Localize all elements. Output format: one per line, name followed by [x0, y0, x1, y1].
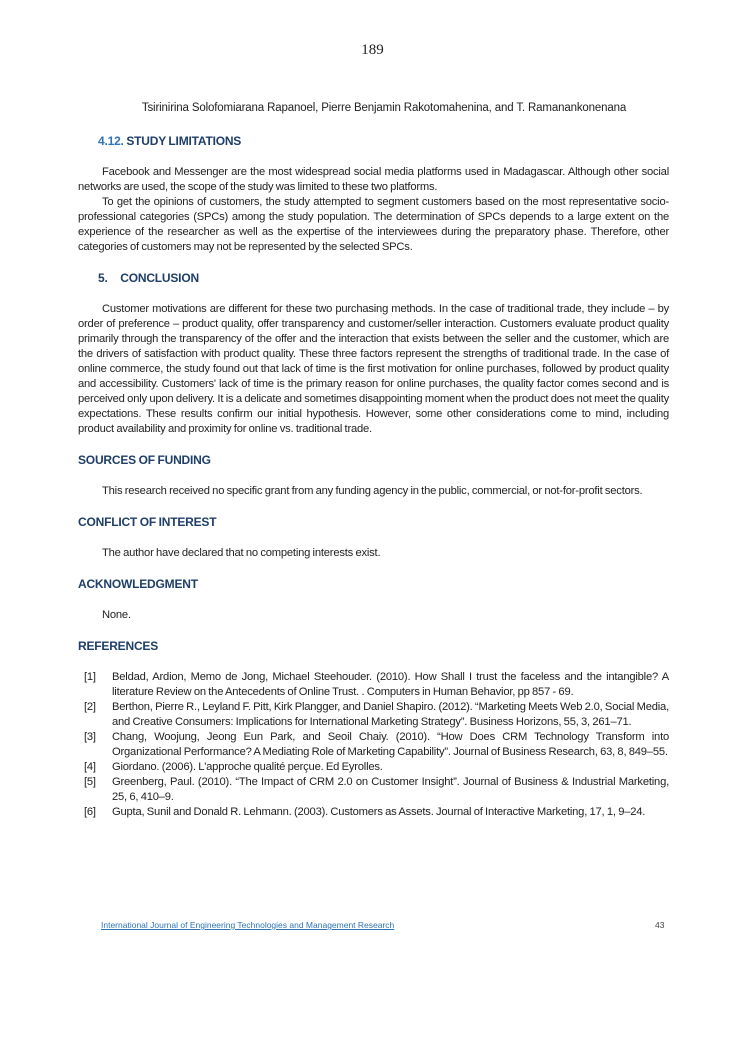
- reference-text: Gupta, Sunil and Donald R. Lehmann. (2003). Customers as Assets. Journal of Interactive Marketing, 17, 1, 9–24.: [112, 806, 646, 818]
- reference-number: [5]: [84, 776, 96, 788]
- reference-item: [84, 805, 669, 820]
- reference-number: [4]: [84, 761, 96, 773]
- paragraph: Customer motivations are different for these two purchasing methods. In the case of traditional trade, they include – by order of preference – product quality, offer transparency and customer/seller interaction. Customers evaluate product quality primarily through the transparency of the offer and the interaction that exists between the seller and the customer, which are the drivers of satisfaction with product quality. These three factors represent the strengths of traditional trade. In the case of online commerce, the study found out that lack of time is the first motivation for online purchases, followed by product quality and accessibility. Customers' lack of time is the primary reason for online purchases, the quality factor comes second and is perceived only upon delivery. It is a delicate and sometimes disappointing moment when the product does not meet the quality expectations. These results confirm our initial hypothesis. However, some other considerations come to mind, including product availability and proximity for online vs. traditional trade.: [78, 303, 669, 435]
- section-number: 5.: [98, 271, 108, 285]
- section-heading-conflict: CONFLICT OF INTEREST: [78, 515, 217, 529]
- reference-number: [3]: [84, 731, 96, 743]
- reference-text: Chang, Woojung, Jeong Eun Park, and Seoil Chaiy. (2010). “How Does CRM Technology Transform into Organizational Performance? A Mediating Role of Marketing Capability”. Journal of Business Research, 63, 8, 849–55.: [112, 731, 669, 758]
- running-header-authors: Tsirinirina Solofomiarana Rapanoel, Pierre Benjamin Rakotomahenina, and T. Ramanankonenana: [141, 102, 627, 114]
- reference-text: Giordano. (2006). L'approche qualité perçue. Ed Eyrolles.: [112, 761, 383, 773]
- reference-item: [84, 700, 669, 730]
- reference-text: Beldad, Ardion, Memo de Jong, Michael Steehouder. (2010). How Shall I trust the faceless and the intangible? A literature Review on the Antecedents of Online Trust. . Computers in Human Behavior, pp 857 - 69.: [112, 671, 669, 698]
- paragraph: This research received no specific grant from any funding agency in the public, commercial, or not-for-profit sectors.: [102, 485, 643, 497]
- footer-page-number: 43: [655, 920, 665, 930]
- reference-item: [84, 730, 669, 760]
- paragraph: The author have declared that no competing interests exist.: [102, 547, 381, 559]
- reference-item: [84, 775, 669, 805]
- paragraph: Facebook and Messenger are the most widespread social media platforms used in Madagascar. Although other social networks are used, the scope of the study was limited to these two platforms.: [78, 166, 669, 193]
- reference-list: [78, 670, 669, 820]
- reference-number: [6]: [84, 806, 96, 818]
- reference-item: [84, 670, 669, 700]
- article-body: [78, 134, 669, 820]
- reference-number: [1]: [84, 671, 96, 683]
- section-title: CONCLUSION: [120, 271, 199, 285]
- reference-text: Berthon, Pierre R., Leyland F. Pitt, Kirk Plangger, and Daniel Shapiro. (2012). “Marketing Meets Web 2.0, Social Media, and Creative Consumers: Implications for International Marketing Strategy”. Business Horizons, 55, 3, 261–71.: [112, 701, 669, 728]
- page-number: 189: [361, 42, 384, 58]
- section-heading-funding: SOURCES OF FUNDING: [78, 453, 211, 467]
- reference-text: Greenberg, Paul. (2010). “The Impact of CRM 2.0 on Customer Insight”. Journal of Business & Industrial Marketing, 25, 6, 410–9.: [112, 776, 669, 803]
- section-heading-references: REFERENCES: [78, 639, 159, 653]
- footer-journal-link[interactable]: International Journal of Engineering Technologies and Management Research: [101, 920, 395, 930]
- section-heading-conclusion: [78, 271, 669, 286]
- section-heading-acknowledgment: ACKNOWLEDGMENT: [78, 577, 198, 591]
- section-title: STUDY LIMITATIONS: [126, 134, 242, 148]
- section-heading-study-limitations: [78, 134, 669, 149]
- section-number: 4.12.: [98, 134, 124, 148]
- reference-number: [2]: [84, 701, 96, 713]
- paragraph: None.: [102, 609, 131, 621]
- reference-item: [84, 760, 669, 775]
- paragraph: To get the opinions of customers, the study attempted to segment customers based on the most representative socio-professional categories (SPCs) among the study population. The determination of SPCs depends to a large extent on the experience of the researcher as well as the expertise of the interviewees during the preparatory phase. Therefore, other categories of customers may not be represented by the selected SPCs.: [78, 196, 669, 253]
